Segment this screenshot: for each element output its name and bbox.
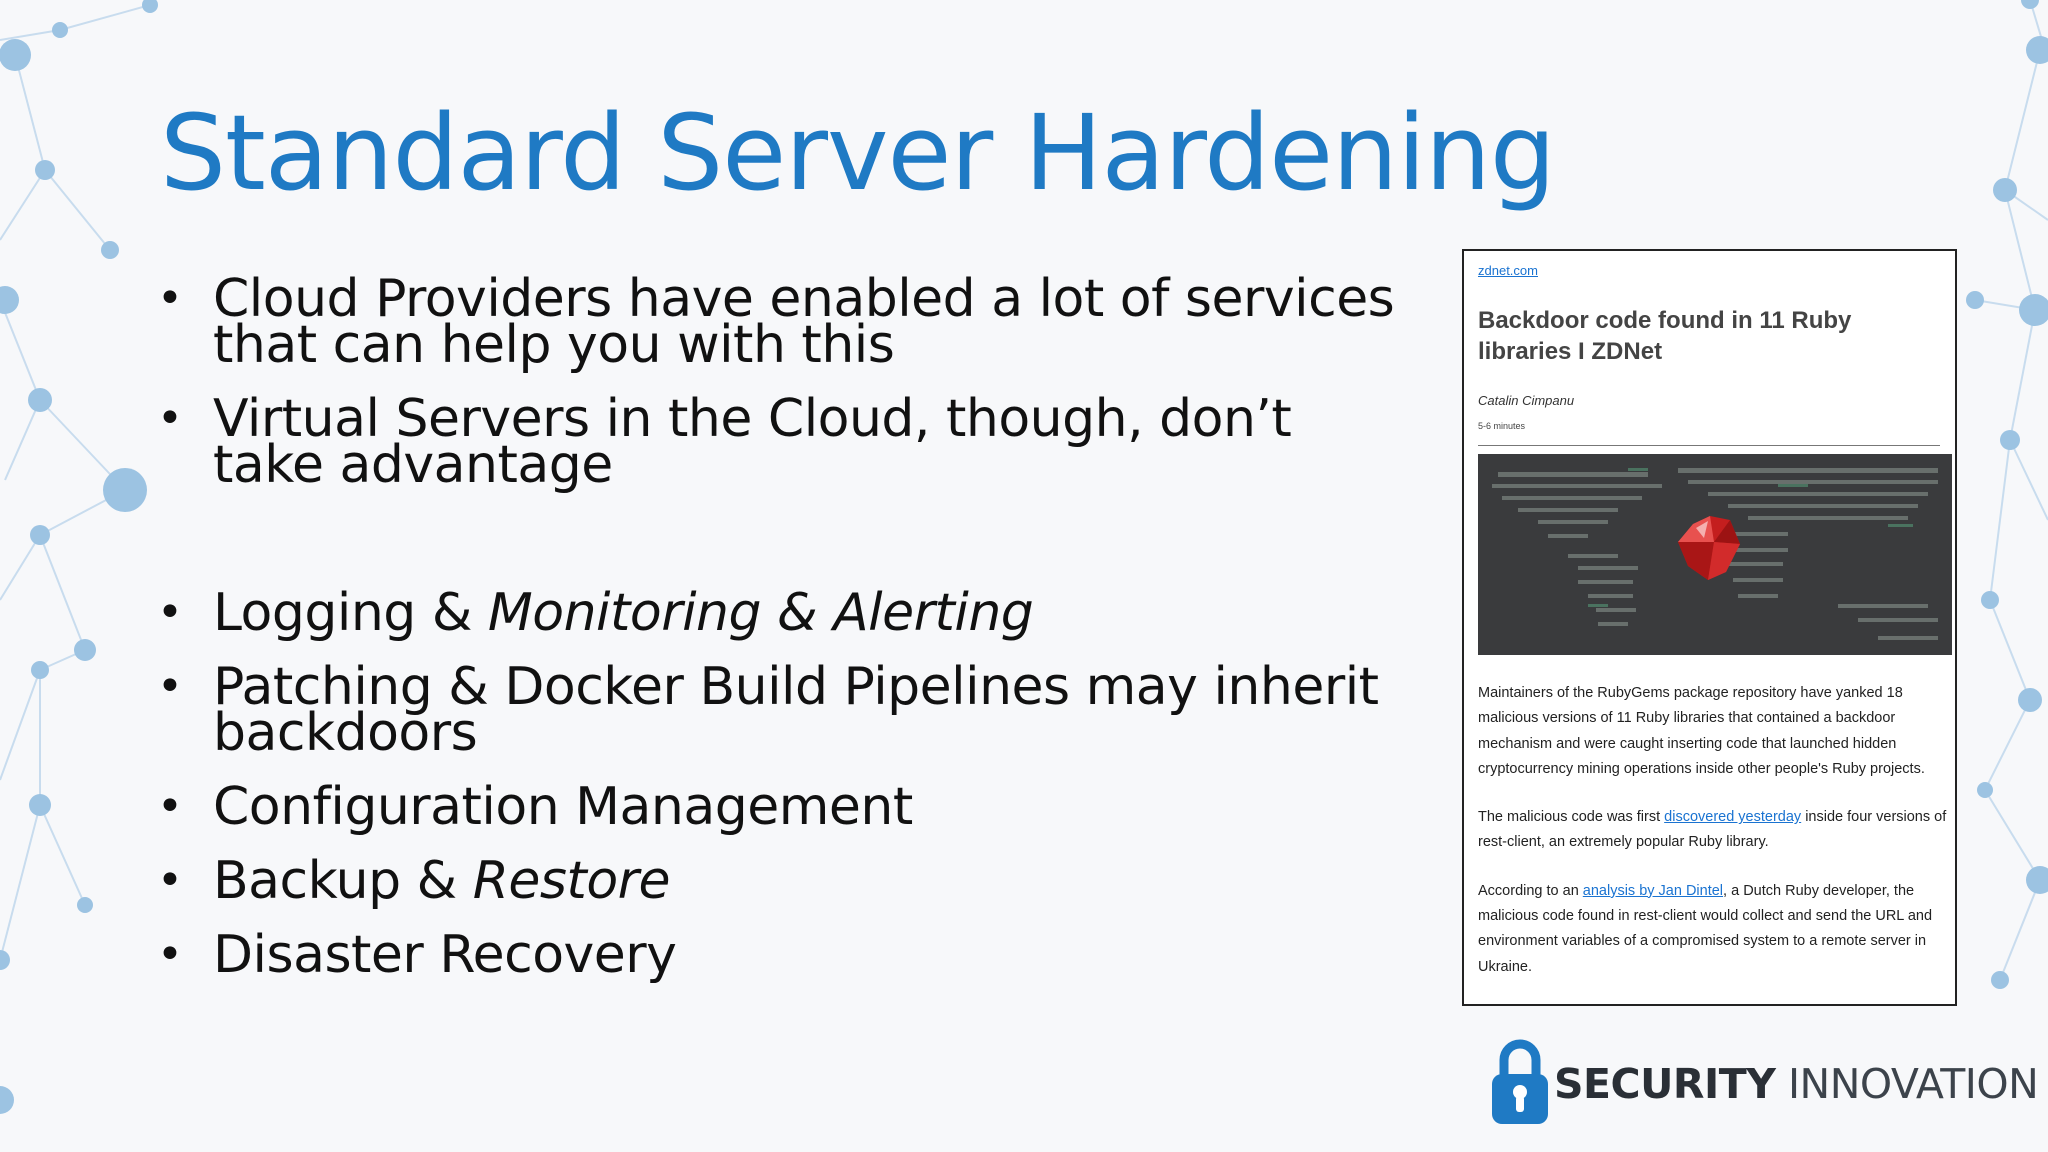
article-paragraph: Maintainers of the RubyGems package repository have yanked 18 malicious versions of 11 Ruby libraries that contained a backdoor mechanism and were caught inserting code that launched hidden cryptocurrency mining operations inside other people's Ruby projects. <box>1478 685 1925 777</box>
bullet-item <box>155 851 1405 911</box>
article-hero-image <box>1478 454 1952 655</box>
bullet-text: Backup & Restore <box>213 851 671 911</box>
slide-title: Standard Server Hardening <box>160 92 1555 214</box>
article-read-time: 5-6 minutes <box>1478 421 1526 431</box>
bullet-text: Configuration Management <box>213 777 913 837</box>
bullet-item <box>155 269 1405 375</box>
discovered-yesterday-link[interactable]: discovered yesterday <box>1664 809 1802 826</box>
article-author: Catalin Cimpanu <box>1478 393 1575 408</box>
bullet-item <box>155 389 1405 495</box>
bullet-text: Patching & Docker Build Pipelines may inherit backdoors <box>213 657 1379 763</box>
bullet-item <box>155 777 1405 837</box>
bullet-text: Virtual Servers in the Cloud, though, don’t take advantage <box>213 389 1292 495</box>
bullet-icon: • <box>157 929 183 980</box>
bullet-text: Disaster Recovery <box>213 925 677 985</box>
article-domain-link[interactable]: zdnet.com <box>1478 263 1538 278</box>
analysis-link[interactable]: analysis by Jan Dintel <box>1582 882 1724 899</box>
bullet-icon: • <box>157 781 183 832</box>
bullet-icon: • <box>157 855 183 906</box>
bullet-icon: • <box>157 393 183 444</box>
article-body <box>1478 681 1948 1003</box>
bullet-icon: • <box>157 273 183 324</box>
bullet-text: Logging & Monitoring & Alerting <box>213 583 1034 643</box>
bullet-item <box>155 657 1405 763</box>
bullet-icon: • <box>157 661 183 712</box>
security-innovation-logo <box>1486 1034 2039 1130</box>
lock-icon <box>1486 1034 1554 1130</box>
divider <box>1478 445 1940 446</box>
bullet-item <box>155 583 1405 643</box>
article-paragraph: According to an analysis by Jan Dintel, a Dutch Ruby developer, the malicious code found in rest-client would collect and send the URL and environment variables of a compromised system to a remote server in Ukraine. <box>1478 882 1933 975</box>
bullet-text: Cloud Providers have enabled a lot of services that can help you with this <box>213 269 1395 375</box>
logo-wordmark: SECURITY INNOVATION <box>1554 1060 2039 1108</box>
article-title: Backdoor code found in 11 Ruby libraries I ZDNet <box>1478 307 1852 365</box>
article-paragraph: The malicious code was first discovered yesterday inside four versions of rest-client, an extremely popular Ruby library. <box>1478 809 1947 851</box>
article-screenshot <box>1462 249 1957 1006</box>
bullet-icon: • <box>157 587 183 638</box>
bullet-item <box>155 925 1405 985</box>
